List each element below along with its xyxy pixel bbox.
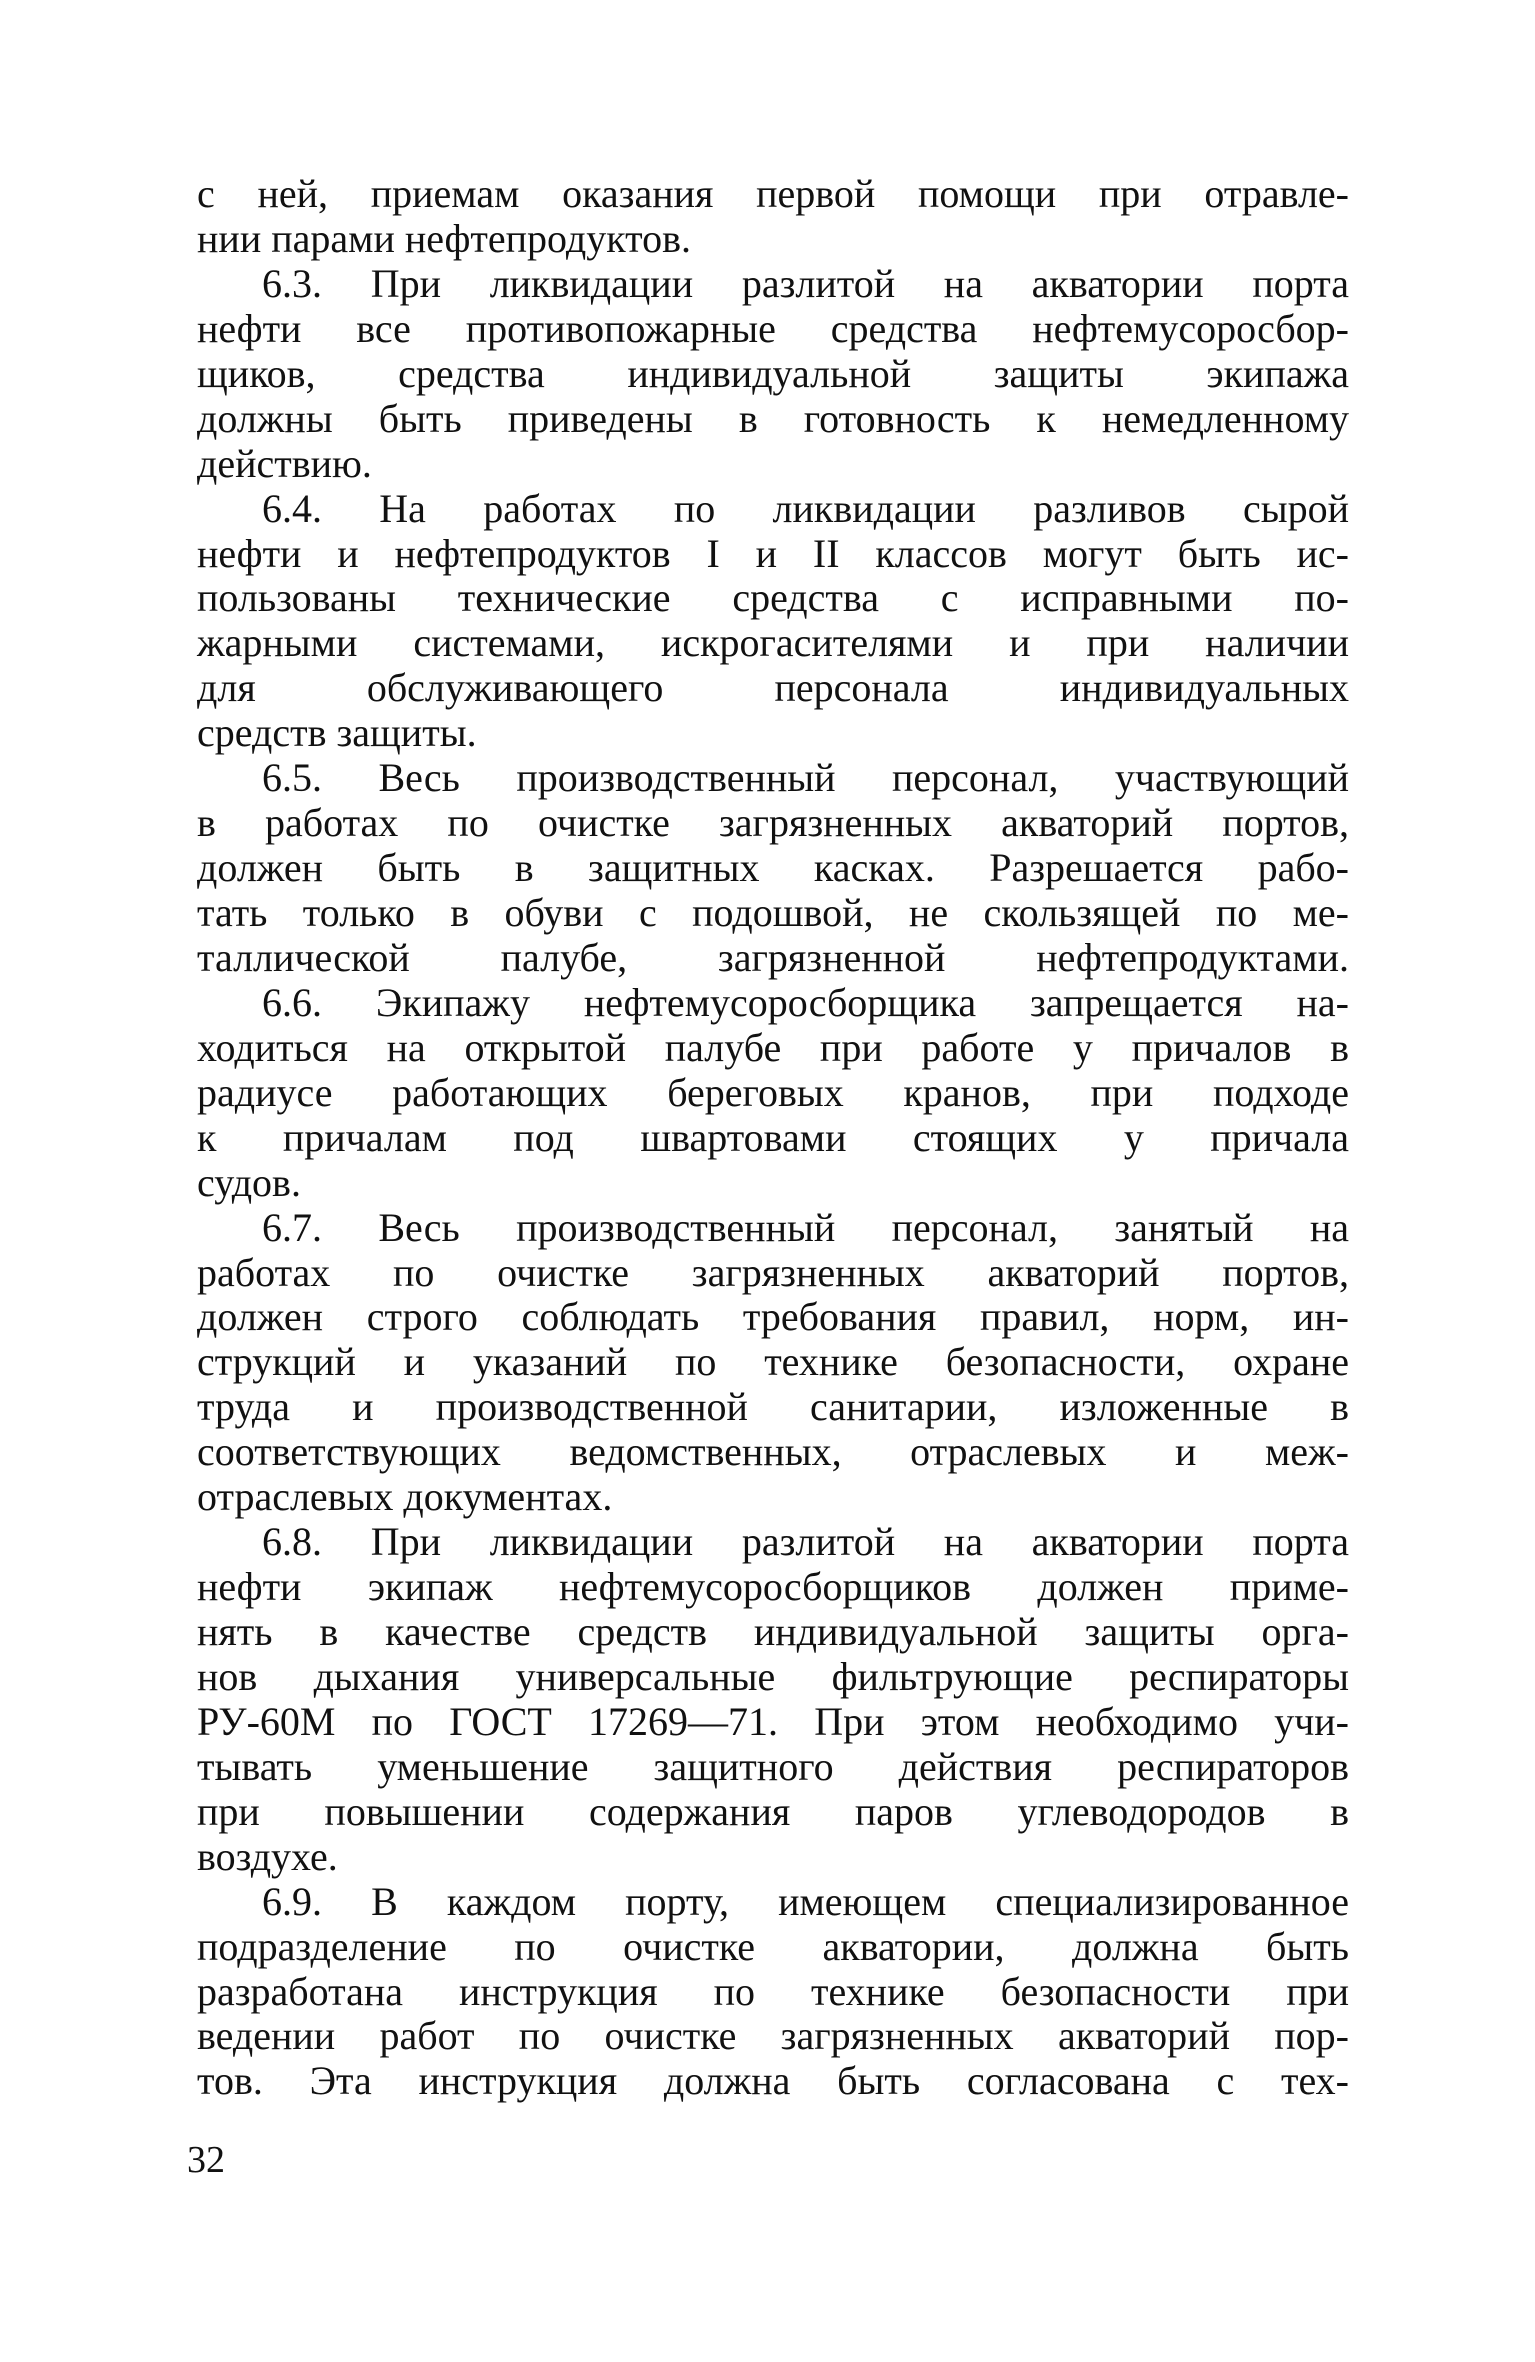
text-line: соответствующих ведомственных, отраслевых и меж-	[197, 1429, 1349, 1475]
text-line: труда и производственной санитарии, изложенные в	[197, 1384, 1349, 1430]
text-line: тывать уменьшение защитного действия респираторов	[197, 1743, 1349, 1789]
text-line: тать только в обуви с подошвой, не скользящей по ме-	[197, 890, 1349, 935]
body-text	[197, 172, 1349, 2104]
text-line: нефти экипаж нефтемусоросборщиков должен приме-	[197, 1564, 1349, 1610]
text-line: отраслевых документах.	[197, 1474, 613, 1520]
text-line: РУ-60М по ГОСТ 17269—71. При этом необходимо учи-	[197, 1698, 1349, 1744]
paragraph-first-line: 6.5. Весь производственный персонал, участвующий	[262, 755, 1349, 801]
text-line: струкций и указаний по технике безопасности, охране	[197, 1339, 1349, 1385]
text-line: жарными системами, искрогасителями и при наличии	[197, 620, 1349, 666]
page-number: 32	[187, 2139, 225, 2181]
text-line: действию.	[197, 440, 372, 486]
text-line: для обслуживающего персонала индивидуальных	[197, 665, 1349, 711]
text-line: нять в качестве средств индивидуальной защиты орга-	[197, 1609, 1349, 1654]
text-line: разработана инструкция по технике безопасности при	[197, 1968, 1349, 2014]
text-line: должен строго соблюдать требования правил, норм, ин-	[197, 1294, 1349, 1340]
text-line: в работах по очистке загрязненных акваторий портов,	[197, 800, 1349, 846]
text-line: таллической палубе, загрязненной нефтепродуктами.	[197, 934, 1349, 980]
text-line: пользованы технические средства с исправными по-	[197, 575, 1349, 621]
text-line: радиусе работающих береговых кранов, при подходе	[197, 1069, 1349, 1115]
text-line: к причалам под швартовами стоящих у причала	[197, 1114, 1349, 1160]
text-line: тов. Эта инструкция должна быть согласована с тех-	[197, 2058, 1349, 2104]
paragraph-first-line: 6.6. Экипажу нефтемусоросборщика запрещается на-	[262, 979, 1349, 1025]
text-line: должны быть приведены в готовность к немедленному	[197, 395, 1349, 441]
text-line: щиков, средства индивидуальной защиты экипажа	[197, 350, 1349, 396]
text-line: с ней, приемам оказания первой помощи при отравле-	[197, 171, 1349, 216]
text-line: ведении работ по очистке загрязненных акваторий пор-	[197, 2013, 1349, 2059]
paragraph-first-line: 6.9. В каждом порту, имеющем специализированное	[262, 1878, 1349, 1924]
text-line: подразделение по очистке акватории, должна быть	[197, 1923, 1349, 1969]
text-line: средств защиты.	[197, 710, 477, 756]
text-line: судов.	[197, 1159, 301, 1205]
text-line: нефти все противопожарные средства нефтемусоросбор-	[197, 305, 1349, 351]
paragraph-first-line: 6.7. Весь производственный персонал, занятый на	[262, 1204, 1349, 1250]
text-line: нов дыхания универсальные фильтрующие респираторы	[197, 1653, 1349, 1699]
text-line: должен быть в защитных касках. Разрешается рабо-	[197, 845, 1349, 891]
paragraph-first-line: 6.8. При ликвидации разлитой на акватории порта	[262, 1519, 1349, 1565]
paragraph-first-line: 6.4. На работах по ликвидации разливов сырой	[262, 485, 1349, 531]
text-line: воздухе.	[197, 1833, 338, 1879]
text-line: нии парами нефтепродуктов.	[197, 215, 692, 261]
text-line: при повышении содержания паров углеводородов в	[197, 1788, 1349, 1834]
text-line: ходиться на открытой палубе при работе у причалов в	[197, 1024, 1349, 1070]
text-line: работах по очистке загрязненных акваторий портов,	[197, 1249, 1349, 1295]
text-line: нефти и нефтепродуктов I и II классов могут быть ис-	[197, 530, 1349, 576]
paragraph-first-line: 6.3. При ликвидации разлитой на акватории порта	[262, 260, 1349, 306]
